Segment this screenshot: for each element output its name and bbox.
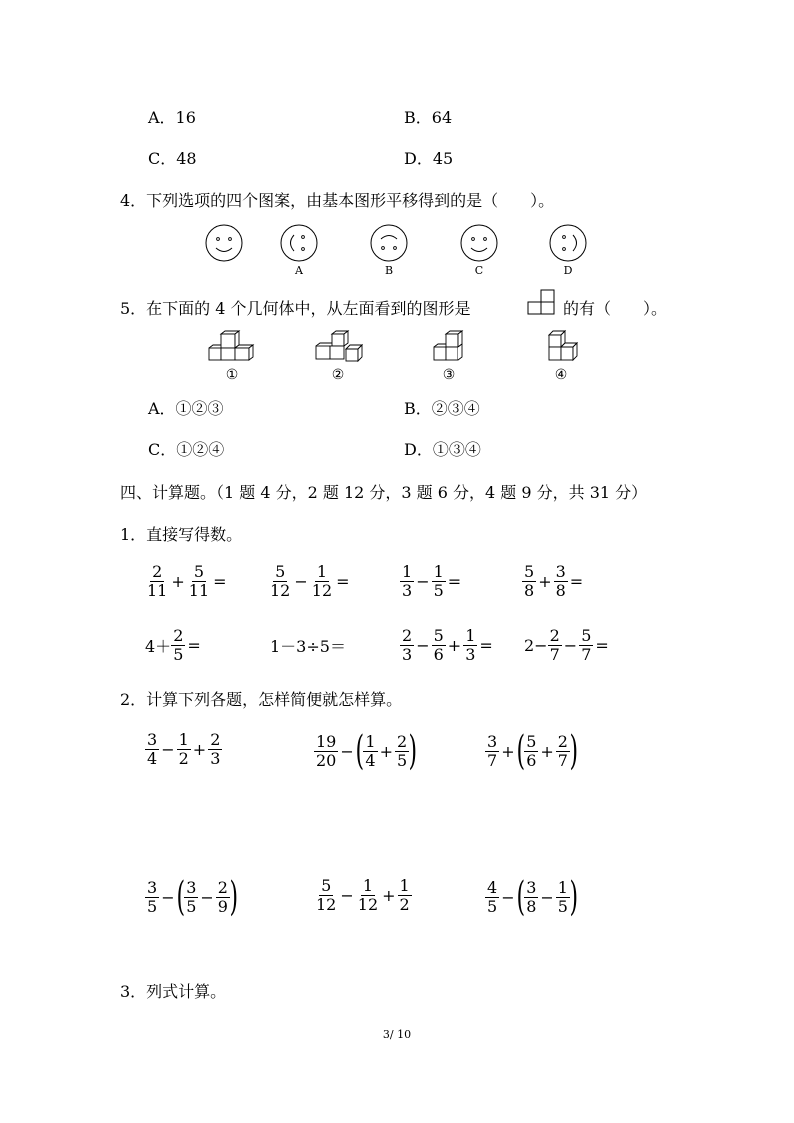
solid-label-3: ③ <box>442 367 456 383</box>
solid-3-icon <box>430 330 480 364</box>
left-view-shape-icon <box>527 288 555 316</box>
expr-1-7: $\frac{2}{3}$ − $\frac{5}{6}$ + $\frac{1}{3}$ = <box>402 626 493 664</box>
smiley-base-icon <box>205 224 245 264</box>
expr-1-1: $\frac{2}{11}$ + $\frac{5}{11}$ = <box>147 562 227 600</box>
solid-1-icon <box>207 330 257 364</box>
expr-1-8: 2− $\frac{2}{7}$ − $\frac{5}{7}$ = <box>524 626 609 664</box>
q5-option-d: D．①③④ <box>404 440 481 459</box>
option-b: B．64 <box>404 108 453 127</box>
expr-1-4: $\frac{5}{8}$ + $\frac{3}{8}$ = <box>524 562 584 600</box>
page-number: 3/ 10 <box>382 1028 412 1041</box>
option-c: C．48 <box>148 149 197 168</box>
q5-option-b: B．②③④ <box>404 399 480 418</box>
smiley-a-icon <box>280 224 320 264</box>
solid-label-4: ④ <box>554 367 568 383</box>
smiley-d-icon <box>549 224 589 264</box>
expr-1-3: $\frac{1}{3}$ − $\frac{1}{5}$ = <box>402 562 462 600</box>
part-1-stem: 1．直接写得数。 <box>120 525 243 544</box>
solid-4-icon <box>546 330 596 364</box>
expr-2-1: $\frac{3}{4}$ − $\frac{1}{2}$ + $\frac{2}{3}$ <box>147 730 221 768</box>
solid-label-2: ② <box>331 367 345 383</box>
label-b: B <box>384 264 394 277</box>
question-4-stem: 4．下列选项的四个图案，由基本图形平移得到的是（ ）。 <box>120 191 555 210</box>
expr-2-6: $\frac{4}{5}$ − ( $\frac{3}{8}$ − $\frac{1}{5}$ ) <box>487 874 579 920</box>
expr-1-5: 4＋ $\frac{2}{5}$ = <box>145 626 201 664</box>
solid-2-icon <box>314 330 364 364</box>
question-5-stem-end: 的有（ ）。 <box>563 299 668 318</box>
q5-option-a: A．①②③ <box>148 399 224 418</box>
label-a: A <box>295 264 303 277</box>
part-2-stem: 2．计算下列各题，怎样简便就怎样算。 <box>120 690 403 709</box>
expr-1-6: 1－3÷5＝ <box>270 637 346 656</box>
option-d: D．45 <box>404 149 454 168</box>
q5-option-c: C．①②④ <box>148 440 225 459</box>
expr-2-2: $\frac{19}{20}$ − ( $\frac{1}{4}$ + $\frac{2}{5}$ ) <box>316 728 418 774</box>
question-5-stem: 5．在下面的 4 个几何体中，从左面看到的图形是 <box>120 299 471 318</box>
expr-2-5: $\frac{5}{12}$ − $\frac{1}{12}$ + $\frac{1}{2}$ <box>316 876 410 914</box>
label-c: C <box>474 264 484 277</box>
expr-2-4: $\frac{3}{5}$ − ( $\frac{3}{5}$ − $\frac{2}{9}$ ) <box>147 874 239 920</box>
solid-label-1: ① <box>225 367 239 383</box>
smiley-c-icon <box>460 224 500 264</box>
option-a: A．16 <box>148 108 196 127</box>
label-d: D <box>563 264 573 277</box>
smiley-b-icon <box>370 224 410 264</box>
expr-1-2: $\frac{5}{12}$ − $\frac{1}{12}$ = <box>270 562 350 600</box>
section-4-title: 四、计算题。（1 题 4 分，2 题 12 分，3 题 6 分，4 题 9 分，共 31 分） <box>120 483 648 502</box>
part-3-stem: 3．列式计算。 <box>120 982 227 1001</box>
expr-2-3: $\frac{3}{7}$ + ( $\frac{5}{6}$ + $\frac{2}{7}$ ) <box>487 728 579 774</box>
